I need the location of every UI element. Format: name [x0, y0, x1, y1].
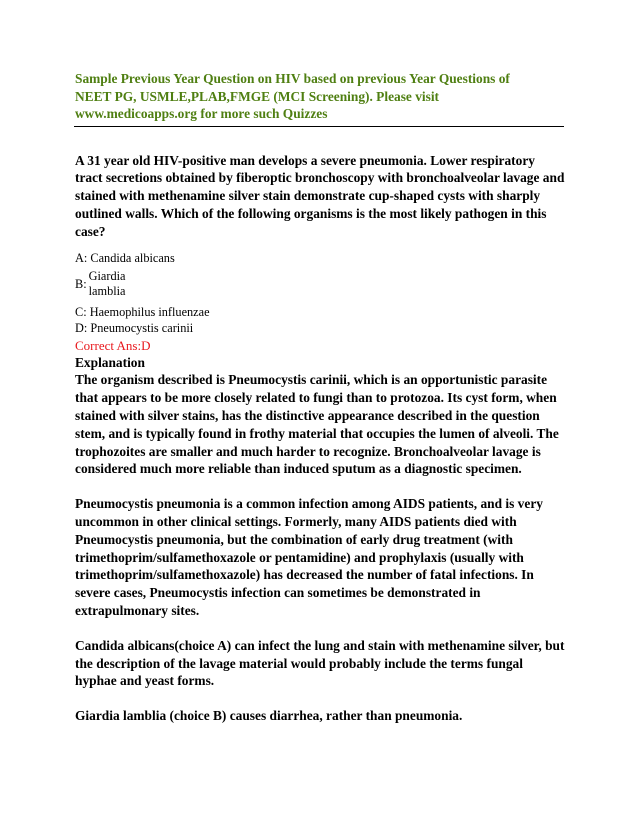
header-line: Sample Previous Year Question on HIV based on previous Year Questions of	[75, 71, 510, 86]
header-notice	[75, 70, 565, 123]
explanation-paragraph: The organism described is Pneumocystis carinii, which is an opportunistic parasite that appears to be more closely related to fungi than to protozoa. Its cyst form, when stained with silver stains, has the distinctive appearance described in the question stem, and is typically found in frothy material that occupies the lumen of alveoli. The trophozoites are smaller and much harder to recognize. Bronchoalveolar lavage is considered much more reliable than induced sputum as a diagnostic specimen.	[75, 372, 559, 477]
explanation-paragraph: Giardia lamblia (choice B) causes diarrhea, rather than pneumonia.	[75, 708, 463, 724]
option-c	[75, 304, 565, 320]
option-a	[75, 250, 565, 266]
header-line: NEET PG, USMLE,PLAB,FMGE (MCI Screening). Please visit	[75, 88, 440, 104]
correct-answer: Correct Ans:D	[75, 338, 151, 354]
option-text: Pneumocystis carinii	[90, 321, 194, 336]
option-text: Candida albicans	[90, 251, 175, 266]
header-divider	[74, 126, 564, 127]
explanation-paragraph: Candida albicans(choice A) can infect the lung and stain with methenamine silver, but the description of the lavage material would probably include the terms fungal hyphae and yeast forms.	[75, 637, 565, 689]
option-d	[75, 320, 565, 336]
option-b	[75, 269, 565, 299]
option-text: Giardia lamblia	[88, 269, 126, 299]
header-line: www.medicoapps.org for more such Quizzes	[75, 106, 328, 121]
option-label: A:	[75, 251, 88, 266]
document-page	[75, 70, 565, 742]
answer-options	[75, 250, 565, 336]
question-text: A 31 year old HIV-positive man develops a severe pneumonia. Lower respiratory tract secretions obtained by fiberoptic bronchoscopy with bronchoalveolar lavage and stained with methenamine silver stain demonstrate cup-shaped cysts with sharply outlined walls. Which of the following organisms is the most likely pathogen in this case?	[75, 152, 565, 239]
explanation-paragraph: Pneumocystis pneumonia is a common infection among AIDS patients, and is very uncommon in other clinical settings. Formerly, many AIDS patients died with Pneumocystis pneumonia, but the combination of early drug treatment (with trimethoprim/sulfamethoxazole or pentamidine) and prophylaxis (usually with trimethoprim/sulfamethoxazole) has decreased the number of fatal infections. In severe cases, Pneumocystis infection can sometimes be demonstrated in extrapulmonary sites.	[75, 496, 543, 619]
explanation-title: Explanation	[75, 355, 145, 371]
option-label: B:	[75, 277, 87, 292]
option-text: Haemophilus influenzae	[89, 305, 210, 320]
option-label: C:	[75, 305, 87, 320]
option-label: D:	[75, 321, 88, 336]
